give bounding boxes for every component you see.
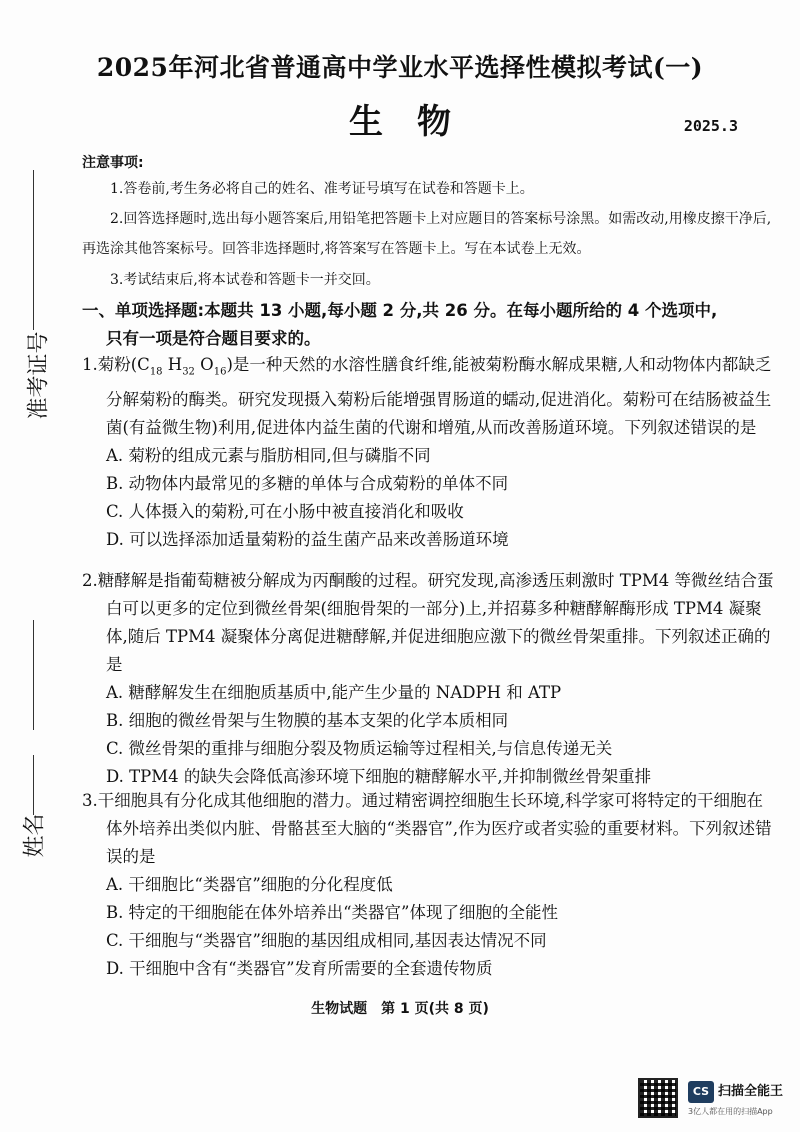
question-2-option-a: A. 糖酵解发生在细胞质基质中,能产生少量的 NADPH 和 ATP	[106, 683, 562, 702]
exam-id-label: 准考证号	[26, 331, 52, 420]
blank-line-middle	[33, 620, 34, 730]
page-footer: 生物试题 第 1 页(共 8 页)	[311, 1001, 489, 1017]
notice-item-2: 2.回答选择题时,选出每小题答案后,用铅笔把答题卡上对应题目的答案标号涂黑。如需改动,用橡皮擦干净后,再选涂其他答案标号。回答非选择题时,将答案写在答题卡上。写在本试卷上无效。	[82, 211, 772, 257]
name-label: 姓名	[22, 813, 48, 858]
question-1	[82, 351, 778, 554]
section-heading-line2: 只有一项是符合题目要求的。	[106, 329, 321, 348]
camscanner-name: 扫描全能王	[718, 1084, 784, 1099]
question-3-option-d: D. 干细胞中含有“类器官”发育所需要的全套遗传物质	[106, 959, 493, 978]
qr-code-icon	[638, 1078, 678, 1118]
formula-o-label: O	[200, 355, 214, 374]
question-2-option-d: D. TPM4 的缺失会降低高渗环境下细胞的糖酵解水平,并抑制微丝骨架重排	[106, 767, 652, 786]
camscanner-logo-icon: CS	[688, 1081, 714, 1103]
section-heading	[82, 297, 772, 353]
question-1-option-b: B. 动物体内最常见的多糖的单体与合成菊粉的单体不同	[106, 474, 509, 494]
question-3-stem: 3.干细胞具有分化成其他细胞的潜力。通过精密调控细胞生长环境,科学家可将特定的干细胞在体外培养出类似内脏、骨骼甚至大脑的“类器官”,作为医疗或者实验的重要材料。下列叙述错误的是	[82, 791, 772, 866]
section-heading-line1: 一、单项选择题:本题共 13 小题,每小题 2 分,共 26 分。在每小题所给的 4 个选项中,	[82, 301, 718, 320]
question-1-option-a: A. 菊粉的组成元素与脂肪相同,但与磷脂不同	[106, 446, 431, 466]
formula-o-count: 16	[213, 366, 227, 378]
subject-title: 生物	[349, 102, 485, 142]
question-2-stem: 2.糖酵解是指葡萄糖被分解成为丙酮酸的过程。研究发现,高渗透压刺激时 TPM4 等微丝结合蛋白可以更多的定位到微丝骨架(细胞骨架的一部分)上,并招募多种糖酵解酶形成 TPM4 凝聚体,随后 TPM4 凝聚体分离促进糖酵解,并促进细胞应激下的微丝骨架重排。下列叙述正确的是	[82, 571, 774, 674]
exam-id-line	[33, 170, 34, 330]
question-1-stem-text: )是一种天然的水溶性膳食纤维,能被菊粉酶水解成果糖,人和动物体内都缺乏分解菊粉的酶类。研究发现摄入菊粉后能增强胃肠道的蠕动,促进消化。菊粉可在结肠被益生菌(有益微生物)利用,促进体内益生菌的代谢和增殖,从而改善肠道环境。下列叙述错误的是	[106, 355, 772, 438]
formula-c-count: 18	[149, 366, 163, 378]
question-3-option-b: B. 特定的干细胞能在体外培养出“类器官”体现了细胞的全能性	[106, 903, 558, 922]
question-1-option-d: D. 可以选择添加适量菊粉的益生菌产品来改善肠道环境	[106, 530, 509, 550]
notice-item-1: 1.答卷前,考生务必将自己的姓名、准考证号填写在试卷和答题卡上。	[110, 181, 534, 197]
notice-item-3: 3.考试结束后,将本试卷和答题卡一并交回。	[110, 272, 380, 288]
question-2-option-c: C. 微丝骨架的重排与细胞分裂及物质运输等过程相关,与信息传递无关	[106, 739, 613, 758]
question-2	[82, 567, 778, 791]
formula-h-count: 32	[182, 366, 195, 378]
question-3-option-a: A. 干细胞比“类器官”细胞的分化程度低	[106, 875, 393, 894]
question-1-option-c: C. 人体摄入的菊粉,可在小肠中被直接消化和吸收	[106, 502, 464, 522]
exam-date: 2025.3	[683, 117, 738, 135]
question-3	[82, 787, 778, 983]
camscanner-tagline: 3亿人都在用的扫描App	[688, 1107, 773, 1116]
question-3-option-c: C. 干细胞与“类器官”细胞的基因组成相同,基因表达情况不同	[106, 931, 547, 950]
exam-title: 2025年河北省普通高中学业水平选择性模拟考试(一)	[96, 53, 704, 82]
question-1-stem	[82, 351, 778, 442]
notice-heading: 注意事项:	[82, 155, 144, 171]
formula-h-label: H	[167, 355, 183, 374]
question-2-option-b: B. 细胞的微丝骨架与生物膜的基本支架的化学本质相同	[106, 711, 509, 730]
question-1-stem-prefix: 1.菊粉(C	[82, 355, 150, 374]
